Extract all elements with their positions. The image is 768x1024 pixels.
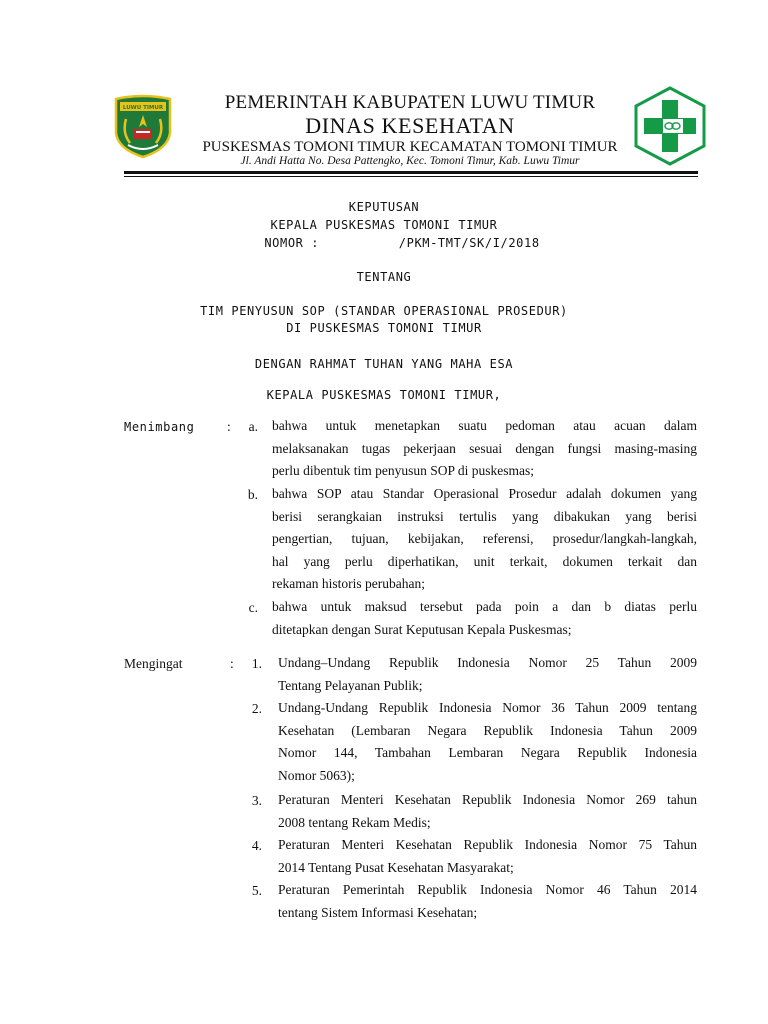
text-line: 2014 Tentang Pusat Kesehatan Masyarakat; <box>278 859 514 875</box>
mengingat-item-1 <box>278 652 697 697</box>
about-heading: TENTANG <box>356 270 412 284</box>
letterhead-puskesmas: PUSKESMAS TOMONI TIMUR KECAMATAN TOMONI TIMUR <box>202 139 618 155</box>
mengingat-item-2 <box>278 697 697 787</box>
mengingat-colon: : <box>230 656 234 671</box>
text-line: perlu dibentuk tim penyusun SOP di puskesmas; <box>272 463 534 479</box>
text-line: Peraturan Menteri Kesehatan Republik Indonesia Nomor 269 tahun <box>278 792 697 807</box>
text-line: rekaman historis perubahan; <box>272 576 425 592</box>
mengingat-mark-3: 3. <box>251 793 262 808</box>
text-line: melaksanakan tugas pekerjaan sesuai dengan fungsi masing-masing <box>272 440 697 456</box>
subject-line-1: TIM PENYUSUN SOP (STANDAR OPERASIONAL PROSEDUR) <box>200 304 568 318</box>
blessing-line: DENGAN RAHMAT TUHAN YANG MAHA ESA <box>254 357 514 371</box>
svg-text:LUWU TIMUR: LUWU TIMUR <box>122 105 164 111</box>
letterhead-divider-thin <box>124 176 698 177</box>
text-line: hal yang perlu diperhatikan, unit terkait, dokumen terkait dan <box>272 553 697 569</box>
letterhead-government: PEMERINTAH KABUPATEN LUWU TIMUR <box>224 92 596 113</box>
mengingat-item-5 <box>278 879 697 924</box>
menimbang-colon: : <box>227 419 231 434</box>
text-line: 2008 tentang Rekam Medis; <box>278 814 431 830</box>
mengingat-mark-1: 1. <box>251 656 262 671</box>
menimbang-item-c <box>272 596 697 641</box>
letterhead-address: Jl. Andi Hatta No. Desa Pattengko, Kec. Tomoni Timur, Kab. Luwu Timur <box>240 155 580 167</box>
text-line: berisi serangkaian instruksi tertulis yang dibakukan yang berisi <box>272 508 697 524</box>
menimbang-item-b <box>272 483 697 596</box>
menimbang-mark-a: a. <box>248 419 258 434</box>
text-line: Peraturan Pemerintah Republik Indonesia Nomor 46 Tahun 2014 <box>278 882 697 897</box>
number-value: /PKM-TMT/SK/I/2018 <box>398 236 540 250</box>
text-line: Kesehatan (Lembaran Negara Republik Indonesia Tahun 2009 <box>278 722 697 738</box>
text-line: bahwa SOP atau Standar Operasional Prosedur adalah dokumen yang <box>272 486 697 501</box>
text-line: Nomor 144, Tambahan Lembaran Negara Republik Indonesia <box>278 745 697 761</box>
text-line: pengertian, tujuan, kebijakan, referensi, prosedur/langkah-langkah, <box>272 531 697 547</box>
text-line: tentang Sistem Informasi Kesehatan; <box>278 904 478 920</box>
mengingat-label: Mengingat <box>124 656 183 671</box>
mengingat-item-3 <box>278 789 697 834</box>
text-line: Undang-Undang Republik Indonesia Nomor 36 Tahun 2009 tentang <box>278 700 697 715</box>
menimbang-label: Menimbang <box>124 420 195 434</box>
mengingat-mark-4: 4. <box>251 838 262 853</box>
mengingat-mark-2: 2. <box>251 701 262 716</box>
subject-line-2: DI PUSKESMAS TOMONI TIMUR <box>286 321 482 335</box>
number-label: NOMOR : <box>264 236 320 250</box>
letterhead-divider-thick <box>124 171 698 174</box>
text-line: Undang–Undang Republik Indonesia Nomor 25 Tahun 2009 <box>278 655 697 670</box>
issuer-heading: KEPALA PUSKESMAS TOMONI TIMUR <box>270 218 498 232</box>
menimbang-mark-b: b. <box>247 487 258 502</box>
menimbang-item-a <box>272 415 697 483</box>
text-line: Peraturan Menteri Kesehatan Republik Indonesia Nomor 75 Tahun <box>278 837 697 852</box>
letterhead-department: DINAS KESEHATAN <box>305 113 515 138</box>
decision-heading: KEPUTUSAN <box>348 200 420 214</box>
text-line: bahwa untuk menetapkan suatu pedoman atau acuan dalam <box>272 418 697 433</box>
mengingat-mark-5: 5. <box>251 883 262 898</box>
text-line: bahwa untuk maksud tersebut pada poin a dan b diatas perlu <box>272 599 697 614</box>
mengingat-item-4 <box>278 834 697 879</box>
menimbang-mark-c: c. <box>248 600 258 615</box>
text-line: Nomor 5063); <box>278 767 355 783</box>
decree-number <box>18 236 768 250</box>
text-line: ditetapkan dengan Surat Keputusan Kepala Puskesmas; <box>272 621 572 637</box>
text-line: Tentang Pelayanan Publik; <box>278 677 423 693</box>
head-line: KEPALA PUSKESMAS TOMONI TIMUR, <box>266 388 502 402</box>
